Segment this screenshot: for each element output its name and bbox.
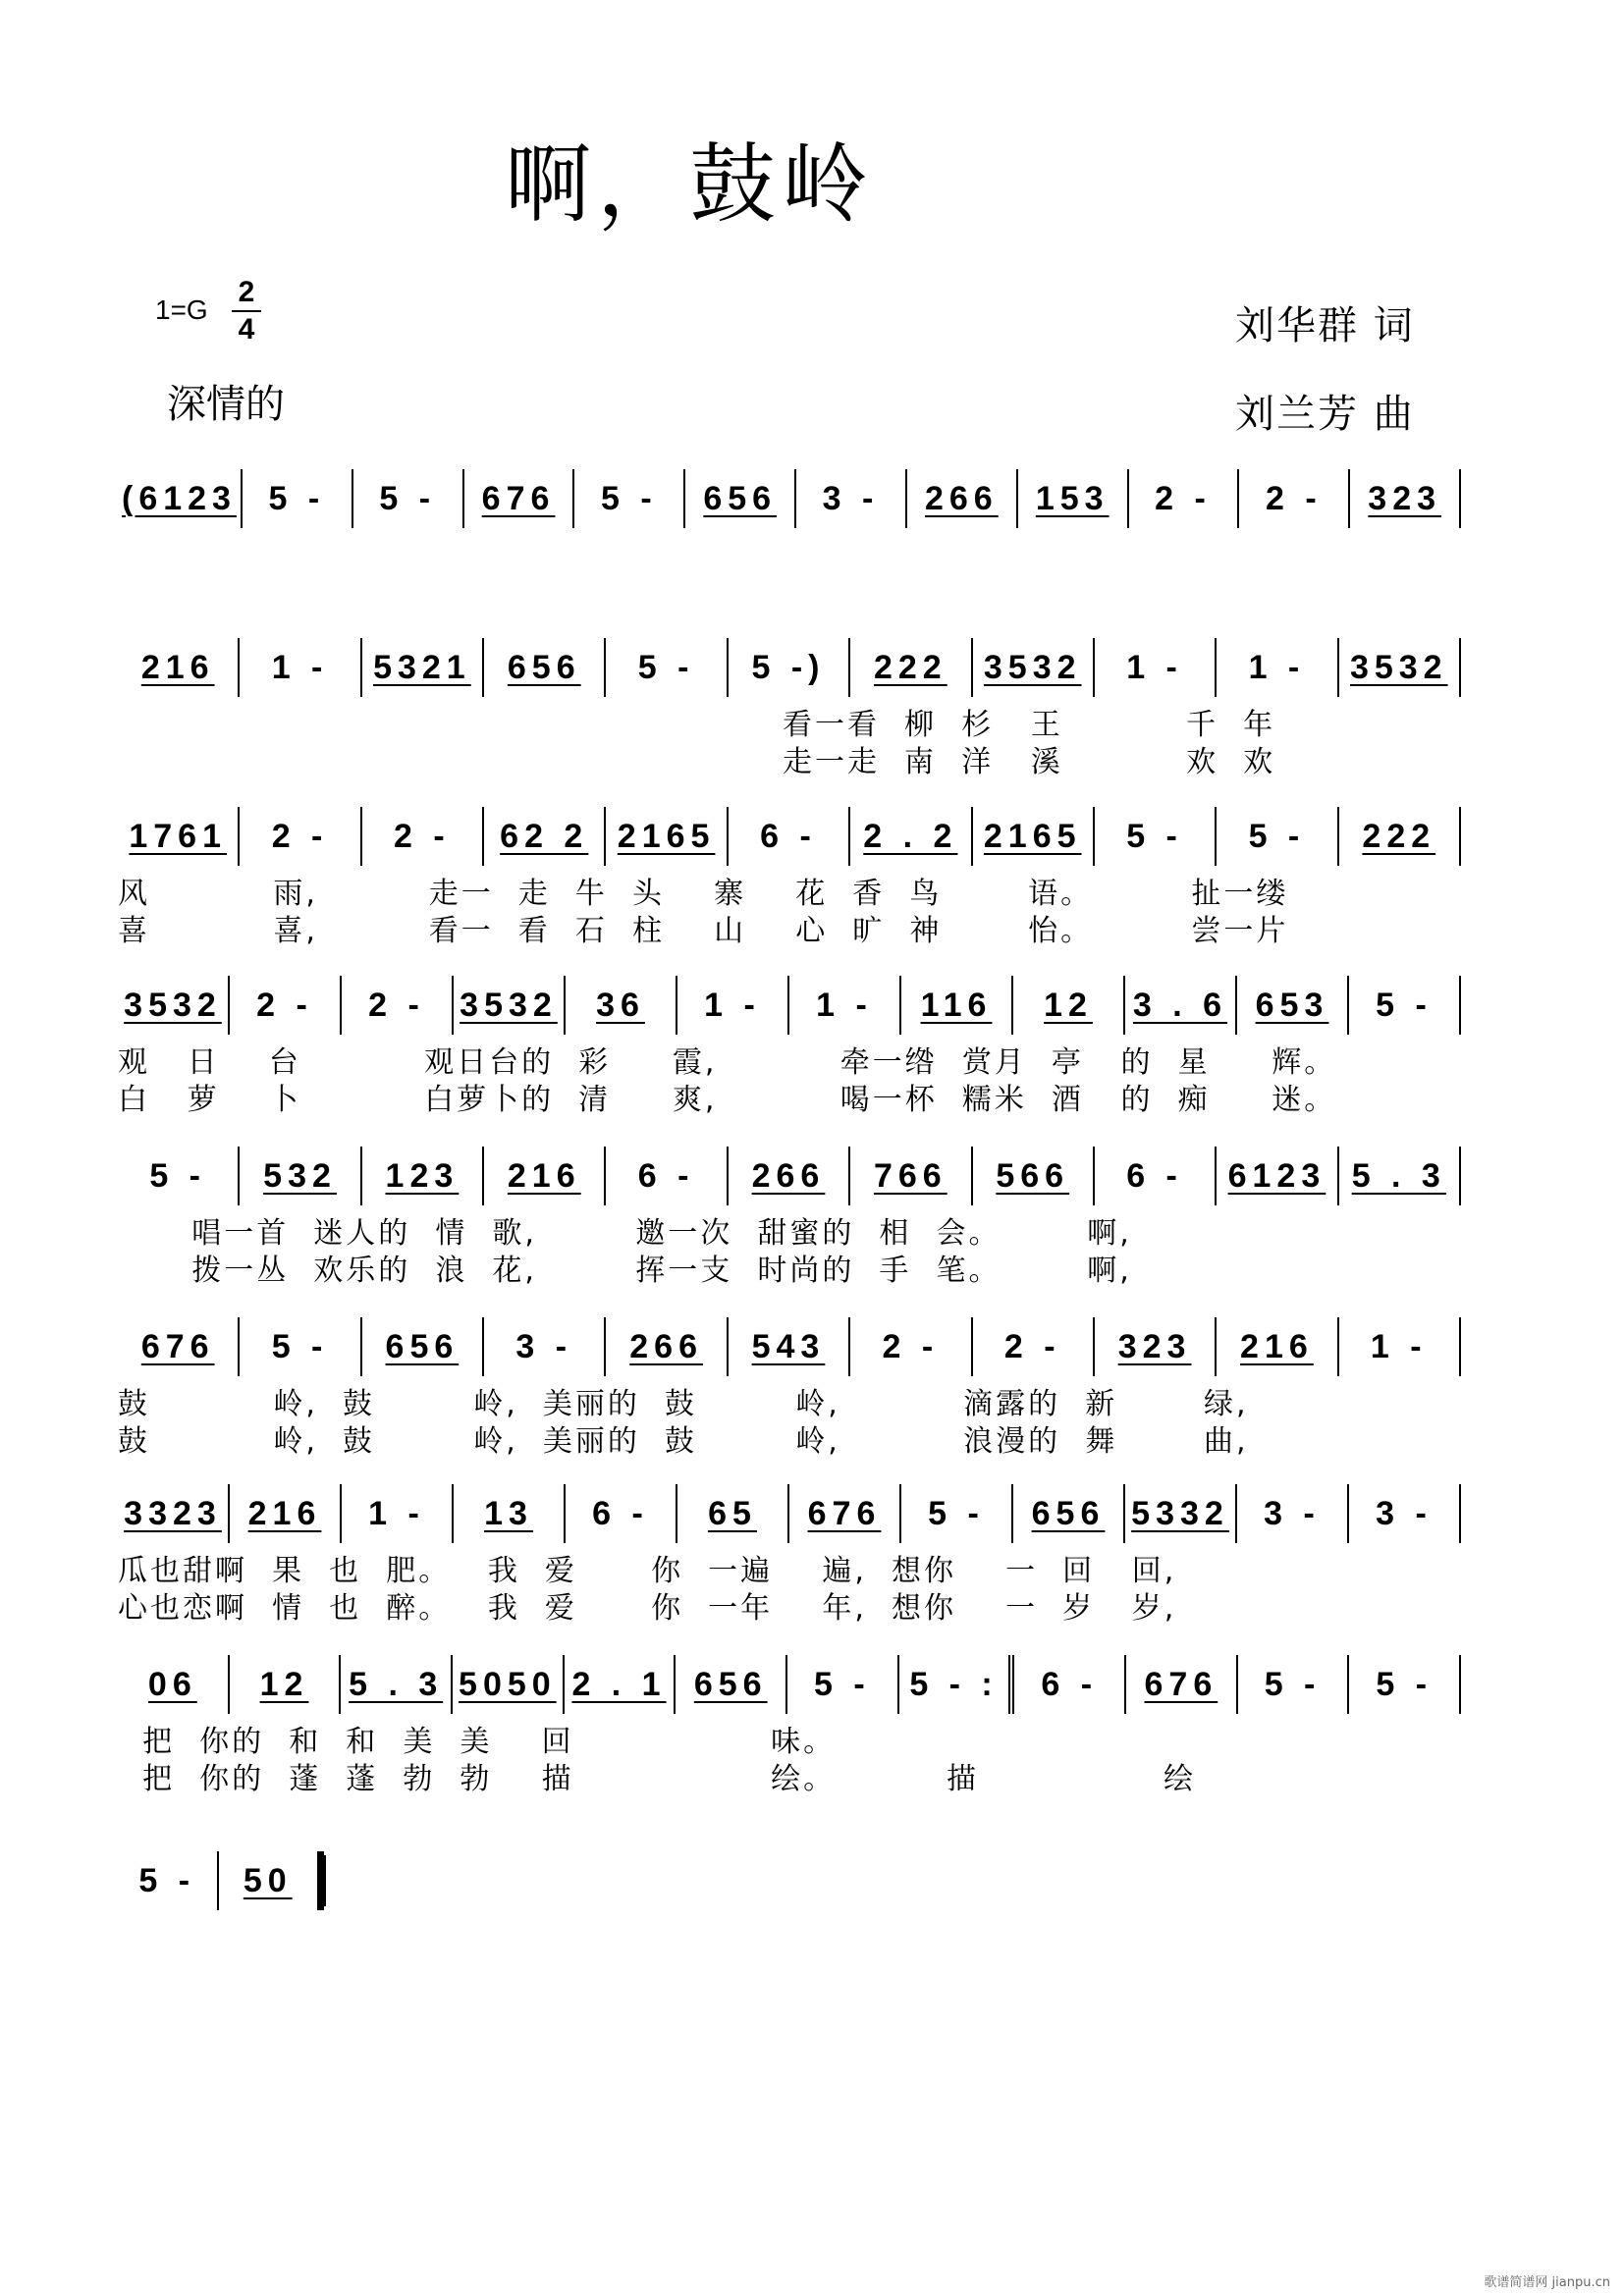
measure bbox=[1217, 1147, 1338, 1205]
measure bbox=[729, 1147, 850, 1205]
measure bbox=[118, 1655, 230, 1714]
measure-notes: 2165 bbox=[983, 817, 1082, 855]
measure bbox=[677, 976, 789, 1035]
measure-notes: 216 bbox=[507, 1156, 581, 1195]
measure-notes: 6 - bbox=[760, 817, 817, 855]
measure bbox=[1129, 469, 1240, 528]
measure bbox=[1125, 1484, 1237, 1543]
measure-notes: 5 - bbox=[1376, 1665, 1434, 1703]
measure-notes: 2 . 2 bbox=[863, 817, 958, 855]
measure bbox=[362, 1317, 484, 1376]
composer-credit: 刘兰芳 曲 bbox=[1235, 392, 1415, 437]
measure bbox=[1013, 976, 1125, 1035]
measure-notes: 676 bbox=[807, 1494, 882, 1532]
meter-numerator: 2 bbox=[238, 276, 255, 308]
measure-notes: 1 - bbox=[1126, 648, 1183, 686]
measure bbox=[1350, 469, 1461, 528]
measure bbox=[1339, 807, 1461, 866]
measure bbox=[1095, 638, 1217, 697]
measure-notes: 1 - bbox=[816, 986, 873, 1024]
measure-notes: 3 . 6 bbox=[1132, 986, 1228, 1024]
measure-notes: 323 bbox=[1117, 1327, 1192, 1365]
measure-notes: 5332 bbox=[1131, 1494, 1229, 1532]
score-row bbox=[118, 1655, 1461, 1798]
measure bbox=[901, 976, 1013, 1035]
measure bbox=[850, 1147, 972, 1205]
measure bbox=[464, 469, 575, 528]
measure-notes: 323 bbox=[1368, 479, 1442, 517]
measure bbox=[677, 1484, 789, 1543]
measure bbox=[899, 1655, 1015, 1714]
measure bbox=[1217, 638, 1338, 697]
measure-notes: (6123 bbox=[122, 479, 237, 517]
lyric-line-verse-2: 白 萝 卜 白萝卜的 清 爽, 喝一杯 糯米 酒 的 痴 迷。 bbox=[118, 1083, 1337, 1117]
meter-denominator: 4 bbox=[238, 313, 255, 346]
tempo-marking: 深情的 bbox=[167, 382, 285, 427]
measure bbox=[362, 807, 484, 866]
measure-notes: 2165 bbox=[617, 817, 716, 855]
measure bbox=[729, 807, 850, 866]
measure bbox=[1339, 638, 1461, 697]
measure bbox=[1237, 1484, 1349, 1543]
measure bbox=[1095, 1147, 1217, 1205]
measure bbox=[1217, 1317, 1338, 1376]
measure-notes: 3 - bbox=[515, 1327, 573, 1365]
measure bbox=[240, 1317, 361, 1376]
measure bbox=[118, 469, 243, 528]
score-row bbox=[118, 1851, 324, 1910]
measure bbox=[789, 976, 901, 1035]
measure-notes: 2 - bbox=[394, 817, 451, 855]
measure bbox=[118, 1851, 219, 1910]
measure-notes: 12 bbox=[1044, 986, 1093, 1024]
measure bbox=[907, 469, 1018, 528]
measure-notes: 222 bbox=[873, 648, 947, 686]
measure-notes: 2 - bbox=[882, 1327, 940, 1365]
measure bbox=[574, 469, 685, 528]
measure bbox=[606, 638, 728, 697]
measure bbox=[1095, 807, 1217, 866]
measure-notes: 266 bbox=[751, 1156, 826, 1195]
measure bbox=[484, 807, 606, 866]
measure bbox=[362, 1147, 484, 1205]
measure bbox=[1237, 976, 1349, 1035]
measure bbox=[1126, 1655, 1238, 1714]
measure bbox=[243, 469, 353, 528]
measure bbox=[1349, 1484, 1461, 1543]
measure-notes: 5 - bbox=[637, 648, 695, 686]
measure-notes: 5050 bbox=[459, 1665, 557, 1703]
measure-notes: 5 - bbox=[1264, 1665, 1322, 1703]
measure bbox=[240, 638, 361, 697]
measure-notes: 676 bbox=[1144, 1665, 1218, 1703]
measure-notes: 2 - bbox=[256, 986, 313, 1024]
measure-notes: 656 bbox=[507, 648, 581, 686]
measure bbox=[566, 976, 677, 1035]
notation-line bbox=[118, 469, 1461, 528]
measure bbox=[729, 638, 850, 697]
measure bbox=[240, 807, 361, 866]
measure-notes: 50 bbox=[243, 1861, 293, 1899]
lyric-line-verse-2: 喜 喜, 看一 看 石 柱 山 心 旷 神 怡。 尝一片 bbox=[118, 914, 1289, 948]
measure bbox=[1349, 1655, 1461, 1714]
measure-notes: 656 bbox=[1031, 1494, 1106, 1532]
measure-notes: 2 - bbox=[1155, 479, 1212, 517]
lyric-line-verse-2: 拨一丛 欢乐的 浪 花, 挥一支 时尚的 手 笔。 啊, bbox=[118, 1254, 1132, 1288]
measure bbox=[1217, 807, 1338, 866]
measure bbox=[796, 469, 907, 528]
watermark: 歌谱简谱网 jianpu.cn bbox=[1484, 2275, 1610, 2290]
measure bbox=[484, 638, 606, 697]
lyric-line-verse-1: 风 雨, 走一 走 牛 头 寨 花 香 鸟 语。 扯一缕 bbox=[118, 877, 1289, 911]
notation-line bbox=[118, 638, 1461, 697]
measure bbox=[850, 807, 972, 866]
measure bbox=[1125, 976, 1237, 1035]
measure bbox=[240, 1147, 361, 1205]
measure-notes: 6123 bbox=[1227, 1156, 1326, 1195]
measure bbox=[901, 1484, 1013, 1543]
measure bbox=[566, 1484, 677, 1543]
notation-line bbox=[118, 976, 1461, 1035]
measure bbox=[342, 976, 454, 1035]
measure bbox=[973, 1147, 1095, 1205]
measure bbox=[342, 1484, 454, 1543]
measure bbox=[118, 638, 240, 697]
measure-notes: 5 - bbox=[1126, 817, 1183, 855]
measure-notes: 123 bbox=[385, 1156, 460, 1195]
measure-notes: 656 bbox=[703, 479, 778, 517]
measure-notes: 153 bbox=[1035, 479, 1110, 517]
measure bbox=[787, 1655, 899, 1714]
measure bbox=[230, 1655, 342, 1714]
measure-notes: 3532 bbox=[1349, 648, 1448, 686]
lyric-line-verse-1: 把 你的 和 和 美 美 回 味。 bbox=[118, 1725, 837, 1759]
measure-notes: 13 bbox=[484, 1494, 533, 1532]
notation-line bbox=[118, 1851, 324, 1910]
measure-notes: 1 - bbox=[1370, 1327, 1428, 1365]
lyric-line-verse-1: 观 日 台 观日台的 彩 霞, 牵一绺 赏月 亭 的 星 辉。 bbox=[118, 1045, 1337, 1080]
measure-notes: 5 - : bbox=[909, 1665, 999, 1703]
measure bbox=[454, 1484, 566, 1543]
measure bbox=[484, 1147, 606, 1205]
measure-notes: 5 - bbox=[601, 479, 658, 517]
lyric-line-verse-2: 鼓 岭, 鼓 岭, 美丽的 鼓 岭, 浪漫的 舞 曲, bbox=[118, 1424, 1249, 1459]
measure-notes: 6 - bbox=[1126, 1156, 1183, 1195]
measure bbox=[341, 1655, 453, 1714]
measure bbox=[606, 1147, 728, 1205]
measure bbox=[973, 638, 1095, 697]
measure-notes: 5 - bbox=[268, 479, 326, 517]
measure bbox=[219, 1851, 325, 1910]
score-row bbox=[118, 1484, 1461, 1628]
measure-notes: 1 - bbox=[1248, 648, 1306, 686]
measure-notes: 3323 bbox=[124, 1494, 222, 1532]
key-signature: 1=G bbox=[155, 294, 208, 325]
score-row bbox=[118, 469, 1461, 528]
measure bbox=[1349, 976, 1461, 1035]
measure bbox=[1339, 1147, 1461, 1205]
measure-notes: 5 . 3 bbox=[349, 1665, 444, 1703]
measure-notes: 3532 bbox=[460, 986, 558, 1024]
measure-notes: 1761 bbox=[129, 817, 227, 855]
measure-notes: 1 - bbox=[271, 648, 329, 686]
measure bbox=[230, 1484, 342, 1543]
measure bbox=[973, 1317, 1095, 1376]
measure-notes: 5 - bbox=[379, 479, 437, 517]
measure bbox=[850, 1317, 972, 1376]
measure-notes: 3532 bbox=[983, 648, 1082, 686]
measure-notes: 3532 bbox=[124, 986, 222, 1024]
measure-notes: 6 - bbox=[1041, 1665, 1099, 1703]
meter-divider bbox=[232, 310, 261, 312]
measure-notes: 5 - bbox=[1376, 986, 1433, 1024]
measure-notes: 216 bbox=[1240, 1327, 1314, 1365]
measure bbox=[118, 1147, 240, 1205]
measure-notes: 5 . 3 bbox=[1351, 1156, 1446, 1195]
lyric-line-verse-2: 走一走 南 洋 溪 欢 欢 bbox=[118, 745, 1276, 779]
lyric-line-verse-1: 唱一首 迷人的 情 歌, 邀一次 甜蜜的 相 会。 啊, bbox=[118, 1216, 1132, 1251]
measure bbox=[454, 976, 566, 1035]
measure bbox=[118, 1484, 230, 1543]
measure-notes: 6 - bbox=[637, 1156, 695, 1195]
lyric-line-verse-2: 心也恋啊 情 也 醉。 我 爱 你 一年 年, 想你 一 岁 岁, bbox=[118, 1591, 1177, 1626]
measure bbox=[676, 1655, 787, 1714]
measure-notes: 5 -) bbox=[751, 648, 826, 686]
score-row bbox=[118, 807, 1461, 950]
song-title: 啊，鼓岭 bbox=[504, 133, 874, 235]
measure-notes: 62 2 bbox=[500, 817, 589, 855]
notation-line bbox=[118, 1147, 1461, 1205]
measure-notes: 543 bbox=[751, 1327, 826, 1365]
measure-notes: 1 - bbox=[368, 1494, 425, 1532]
measure-notes: 566 bbox=[996, 1156, 1070, 1195]
measure-notes: 656 bbox=[693, 1665, 768, 1703]
measure-notes: 5 - bbox=[814, 1665, 871, 1703]
measure-notes: 216 bbox=[140, 648, 215, 686]
lyric-line-verse-1: 鼓 岭, 鼓 岭, 美丽的 鼓 岭, 滴露的 新 绿, bbox=[118, 1387, 1249, 1421]
measure-notes: 5 - bbox=[149, 1156, 207, 1195]
measure-notes: 3 - bbox=[1264, 1494, 1321, 1532]
measure bbox=[453, 1655, 565, 1714]
measure-notes: 116 bbox=[920, 986, 993, 1024]
measure-notes: 222 bbox=[1362, 817, 1436, 855]
measure bbox=[729, 1317, 850, 1376]
measure-notes: 653 bbox=[1255, 986, 1329, 1024]
lyricist-credit: 刘华群 词 bbox=[1235, 303, 1415, 348]
measure bbox=[789, 1484, 901, 1543]
measure-notes: 2 - bbox=[1265, 479, 1323, 517]
measure-notes: 65 bbox=[708, 1494, 757, 1532]
notation-line bbox=[118, 807, 1461, 866]
score-row bbox=[118, 1317, 1461, 1461]
notation-line bbox=[118, 1317, 1461, 1376]
measure-notes: 2 - bbox=[368, 986, 425, 1024]
measure bbox=[230, 976, 342, 1035]
measure bbox=[850, 638, 972, 697]
measure bbox=[1014, 1655, 1126, 1714]
measure-notes: 676 bbox=[481, 479, 556, 517]
measure bbox=[973, 807, 1095, 866]
measure bbox=[1095, 1317, 1217, 1376]
measure-notes: 12 bbox=[259, 1665, 309, 1703]
measure-notes: 06 bbox=[147, 1665, 197, 1703]
measure bbox=[606, 1317, 728, 1376]
measure-notes: 2 - bbox=[271, 817, 329, 855]
measure-notes: 5 - bbox=[928, 1494, 985, 1532]
measure-notes: 656 bbox=[385, 1327, 460, 1365]
measure bbox=[1013, 1484, 1125, 1543]
measure-notes: 5321 bbox=[373, 648, 471, 686]
measure bbox=[118, 976, 230, 1035]
notation-line bbox=[118, 1655, 1461, 1714]
measure bbox=[353, 469, 464, 528]
measure-notes: 6 - bbox=[592, 1494, 649, 1532]
measure-notes: 266 bbox=[629, 1327, 703, 1365]
measure bbox=[118, 807, 240, 866]
measure bbox=[1238, 1655, 1350, 1714]
lyric-line-verse-1: 瓜也甜啊 果 也 肥。 我 爱 你 一遍 遍, 想你 一 回 回, bbox=[118, 1554, 1177, 1588]
measure-notes: 1 - bbox=[704, 986, 761, 1024]
measure-notes: 5 - bbox=[1248, 817, 1306, 855]
measure bbox=[565, 1655, 677, 1714]
score-row bbox=[118, 976, 1461, 1119]
measure bbox=[362, 638, 484, 697]
measure-notes: 36 bbox=[596, 986, 645, 1024]
measure bbox=[685, 469, 796, 528]
notation-line bbox=[118, 1484, 1461, 1543]
measure-notes: 216 bbox=[247, 1494, 322, 1532]
measure bbox=[1339, 1317, 1461, 1376]
measure bbox=[1018, 469, 1129, 528]
measure bbox=[606, 807, 728, 866]
measure-notes: 676 bbox=[140, 1327, 215, 1365]
measure-notes: 766 bbox=[873, 1156, 947, 1195]
measure-notes: 532 bbox=[263, 1156, 337, 1195]
time-signature bbox=[232, 277, 261, 346]
measure-notes: 5 - bbox=[271, 1327, 329, 1365]
lyric-line-verse-1: 看一看 柳 杉 王 千 年 bbox=[118, 708, 1276, 742]
measure-notes: 2 - bbox=[1003, 1327, 1061, 1365]
measure-notes: 266 bbox=[924, 479, 999, 517]
lyric-line-verse-2: 把 你的 蓬 蓬 勃 勃 描 绘。 描 绘 bbox=[118, 1762, 1197, 1796]
score-row bbox=[118, 638, 1461, 781]
measure-notes: 2 . 1 bbox=[571, 1665, 667, 1703]
measure bbox=[1239, 469, 1350, 528]
score-row bbox=[118, 1147, 1461, 1290]
measure bbox=[484, 1317, 606, 1376]
measure-notes: 3 - bbox=[1376, 1494, 1433, 1532]
measure-notes: 5 - bbox=[138, 1861, 196, 1899]
measure bbox=[118, 1317, 240, 1376]
measure-notes: 3 - bbox=[822, 479, 880, 517]
